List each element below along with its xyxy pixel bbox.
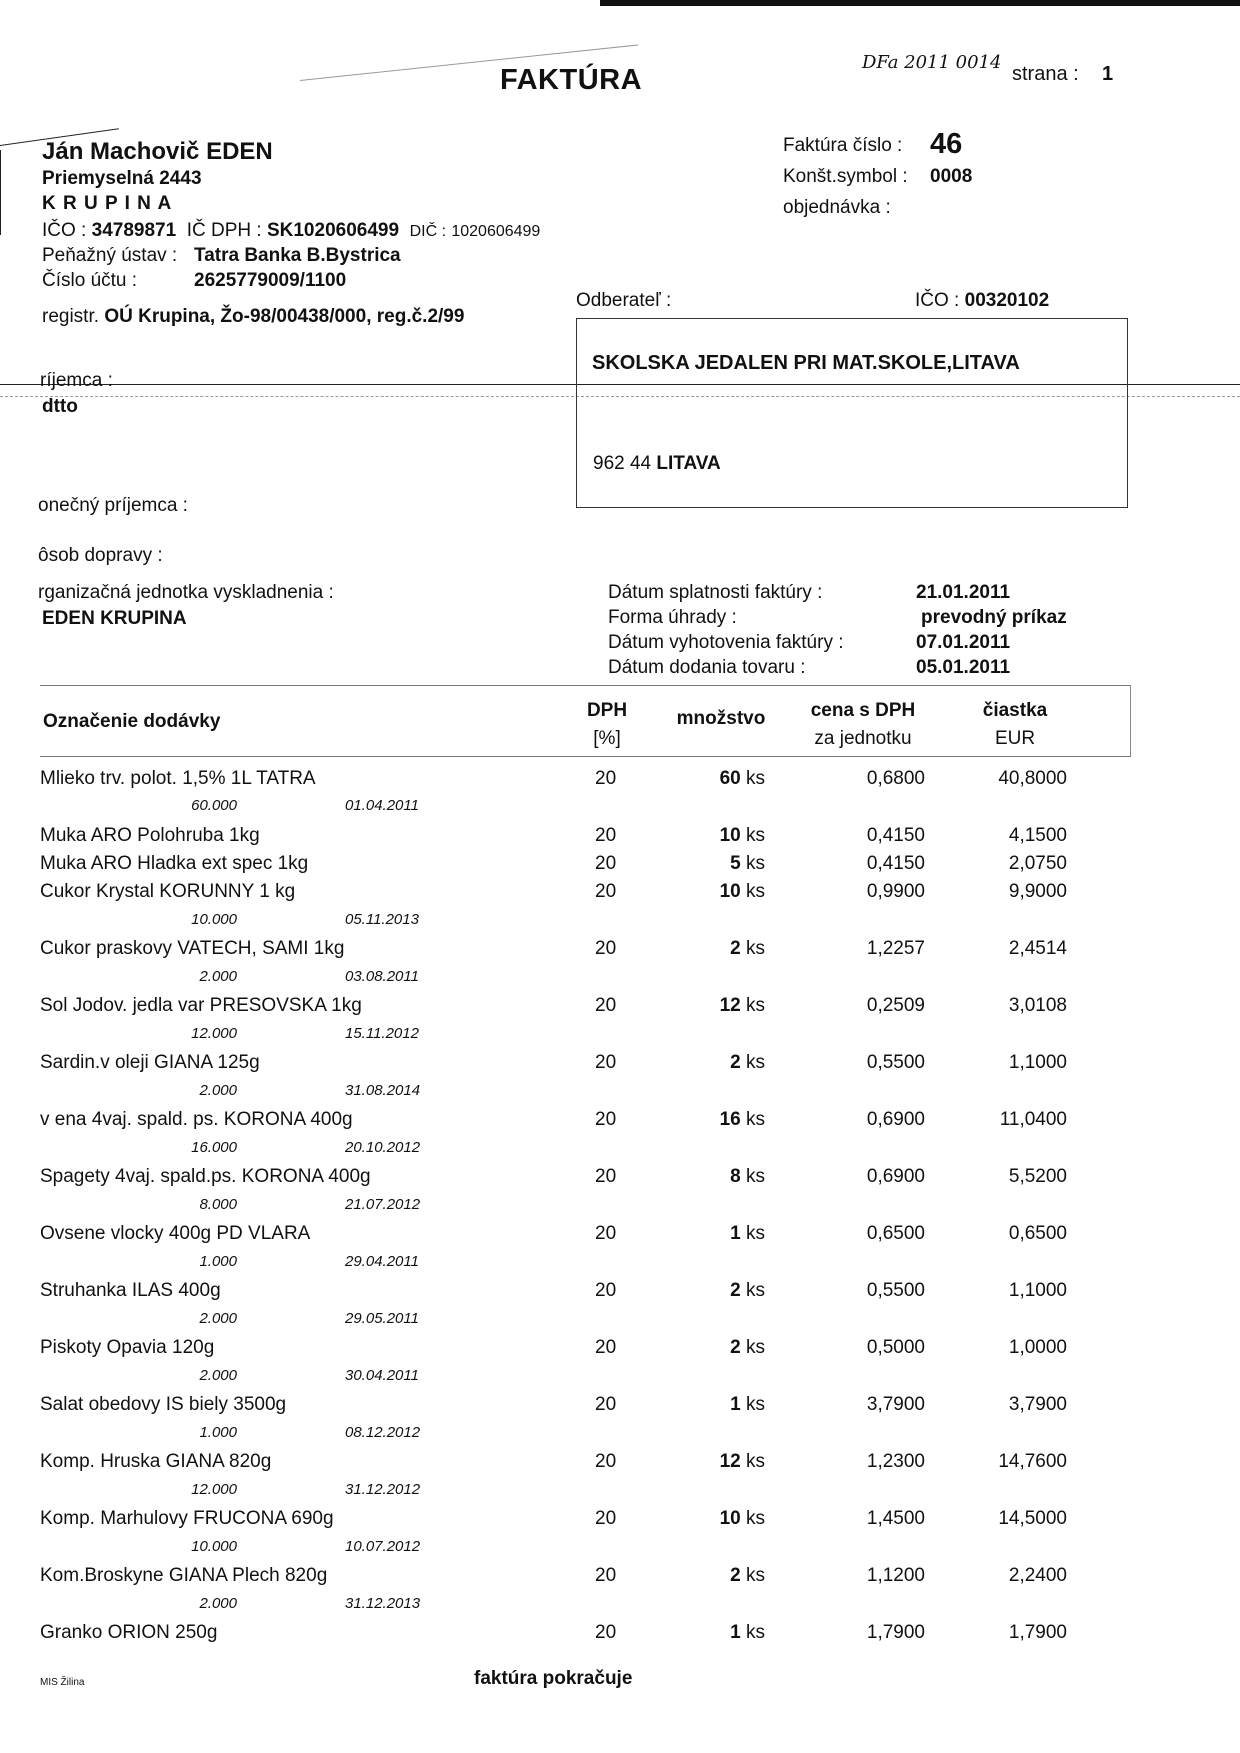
col-price: cena s DPH <box>810 700 916 721</box>
ico-label: IČO : <box>42 220 87 241</box>
table-row <box>0 1565 1240 1589</box>
item-dph: 20 <box>595 768 617 789</box>
item-unit: ks <box>746 1280 765 1301</box>
item-name: Sardin.v oleji GIANA 125g <box>40 1052 260 1073</box>
supplier-city: K R U P I N A <box>42 193 173 214</box>
item-amount: 1,0000 <box>1008 1337 1067 1358</box>
item-dph: 20 <box>595 938 617 959</box>
item-price: 0,5500 <box>866 1052 925 1073</box>
item-name: Kom.Broskyne GIANA Plech 820g <box>40 1565 328 1586</box>
table-row <box>0 1052 1240 1076</box>
item-expiry: 31.08.2014 <box>345 1082 421 1099</box>
item-name: Cukor Krystal KORUNNY 1 kg <box>40 881 296 902</box>
item-price: 0,6900 <box>866 1109 925 1130</box>
item-unit: ks <box>746 1565 765 1586</box>
item-dph: 20 <box>595 1451 617 1472</box>
registry-label: registr. <box>42 306 100 327</box>
dic-value: 1020606499 <box>451 223 541 240</box>
item-amount: 0,6500 <box>1008 1223 1067 1244</box>
item-amount: 3,7900 <box>1008 1394 1067 1415</box>
table-row <box>0 1166 1240 1190</box>
bank-label: Peňažný ústav : <box>42 245 178 266</box>
scan-edge-bar <box>600 0 1240 6</box>
ico-value: 34789871 <box>91 220 177 241</box>
item-price: 0,4150 <box>866 825 925 846</box>
item-price: 0,6800 <box>866 768 925 789</box>
item-expiry: 08.12.2012 <box>345 1424 421 1441</box>
item-dph: 20 <box>595 995 617 1016</box>
item-qty: 12 <box>719 1451 741 1472</box>
supplier-street: Priemyselná 2443 <box>42 168 202 189</box>
table-row <box>0 1223 1240 1247</box>
item-unit: ks <box>746 853 765 874</box>
table-row <box>0 1337 1240 1361</box>
due-date-label: Dátum splatnosti faktúry : <box>608 582 823 603</box>
item-lot: 60.000 <box>191 797 237 814</box>
icdph-value: SK1020606499 <box>266 220 400 241</box>
item-name: Salat obedovy IS biely 3500g <box>40 1394 287 1415</box>
warehouse-value: EDEN KRUPINA <box>42 608 187 629</box>
item-qty: 2 <box>730 938 741 959</box>
item-unit: ks <box>746 995 765 1016</box>
item-dph: 20 <box>595 1394 617 1415</box>
order-label: objednávka : <box>783 197 891 218</box>
item-name: v ena 4vaj. spald. ps. KORONA 400g <box>40 1109 353 1130</box>
item-lot: 10.000 <box>191 911 237 928</box>
col-qty: množstvo <box>676 708 766 729</box>
item-expiry: 01.04.2011 <box>345 797 419 814</box>
item-amount: 1,1000 <box>1008 1280 1067 1301</box>
const-symbol: 0008 <box>930 166 973 187</box>
receiver-label: ríjemca : <box>40 370 113 391</box>
col-price-sub: za jednotku <box>814 728 912 749</box>
col-amount-sub: EUR <box>994 728 1036 749</box>
page-title: FAKTÚRA <box>500 64 643 96</box>
item-expiry: 10.07.2012 <box>345 1538 421 1555</box>
item-lot: 16.000 <box>191 1139 237 1156</box>
item-amount: 2,2400 <box>1008 1565 1067 1586</box>
payment-method-label: Forma úhrady : <box>608 607 737 628</box>
delivery-date: 05.01.2011 <box>916 657 1011 678</box>
handwritten-note: DFa 2011 0014 <box>862 52 1002 73</box>
item-price: 1,4500 <box>866 1508 925 1529</box>
invoice-number-label: Faktúra číslo : <box>783 135 903 156</box>
item-name: Muka ARO Polohruba 1kg <box>40 825 260 846</box>
item-amount: 5,5200 <box>1008 1166 1067 1187</box>
customer-address-box <box>576 318 1128 508</box>
item-expiry: 21.07.2012 <box>345 1196 421 1213</box>
item-dph: 20 <box>595 1508 617 1529</box>
page-number: 1 <box>1102 63 1114 85</box>
item-amount: 1,1000 <box>1008 1052 1067 1073</box>
item-price: 0,2509 <box>866 995 925 1016</box>
item-qty: 2 <box>730 1052 741 1073</box>
item-price: 0,5000 <box>866 1337 925 1358</box>
item-dph: 20 <box>595 1166 617 1187</box>
table-row <box>0 1451 1240 1475</box>
item-lot: 12.000 <box>191 1025 237 1042</box>
item-expiry: 29.04.2011 <box>345 1253 419 1270</box>
item-qty: 8 <box>730 1166 741 1187</box>
item-qty: 2 <box>730 1565 741 1586</box>
item-price: 0,9900 <box>866 881 925 902</box>
item-dph: 20 <box>595 1337 617 1358</box>
item-dph: 20 <box>595 1109 617 1130</box>
item-name: Muka ARO Hladka ext spec 1kg <box>40 853 309 874</box>
table-row <box>0 825 1240 849</box>
item-unit: ks <box>746 1451 765 1472</box>
item-amount: 14,5000 <box>998 1508 1067 1529</box>
item-qty: 1 <box>730 1223 741 1244</box>
payment-method: prevodný príkaz <box>921 607 1067 628</box>
item-price: 1,2257 <box>866 938 925 959</box>
item-name: Mlieko trv. polot. 1,5% 1L TATRA <box>40 768 316 789</box>
item-qty: 10 <box>719 881 741 902</box>
table-header <box>40 685 1131 757</box>
item-lot: 2.000 <box>199 968 237 985</box>
customer-ico: 00320102 <box>964 290 1050 311</box>
item-unit: ks <box>746 1223 765 1244</box>
customer-city: LITAVA <box>656 453 721 474</box>
registry-value: OÚ Krupina, Žo-98/00438/000, reg.č.2/99 <box>104 306 465 327</box>
item-dph: 20 <box>595 1622 617 1643</box>
item-expiry: 31.12.2012 <box>345 1481 421 1498</box>
item-lot: 2.000 <box>199 1310 237 1327</box>
item-qty: 5 <box>730 853 741 874</box>
item-amount: 2,0750 <box>1008 853 1067 874</box>
software-label: MIS Žilina <box>40 1677 85 1688</box>
item-qty: 10 <box>719 1508 741 1529</box>
item-expiry: 31.12.2013 <box>345 1595 421 1612</box>
account-value: 2625779009/1100 <box>194 270 347 291</box>
item-lot: 1.000 <box>199 1424 237 1441</box>
item-qty: 12 <box>719 995 741 1016</box>
item-amount: 2,4514 <box>1008 938 1067 959</box>
item-dph: 20 <box>595 1280 617 1301</box>
item-unit: ks <box>746 1166 765 1187</box>
item-expiry: 05.11.2013 <box>345 911 419 928</box>
item-lot: 8.000 <box>199 1196 237 1213</box>
item-amount: 11,0400 <box>999 1109 1067 1130</box>
item-unit: ks <box>746 825 765 846</box>
item-dph: 20 <box>595 853 617 874</box>
item-expiry: 20.10.2012 <box>345 1139 421 1156</box>
table-row <box>0 1280 1240 1304</box>
table-row <box>0 1508 1240 1532</box>
item-expiry: 29.05.2011 <box>345 1310 419 1327</box>
item-amount: 14,7600 <box>998 1451 1067 1472</box>
item-lot: 2.000 <box>199 1082 237 1099</box>
item-name: Komp. Hruska GIANA 820g <box>40 1451 272 1472</box>
icdph-label: IČ DPH : <box>186 220 262 241</box>
account-label: Číslo účtu : <box>42 270 138 291</box>
col-amount: čiastka <box>982 700 1048 721</box>
item-unit: ks <box>746 938 765 959</box>
item-lot: 12.000 <box>191 1481 237 1498</box>
delivery-date-label: Dátum dodania tovaru : <box>608 657 806 678</box>
item-expiry: 30.04.2011 <box>345 1367 419 1384</box>
table-row <box>0 1109 1240 1133</box>
item-unit: ks <box>746 881 765 902</box>
item-name: Granko ORION 250g <box>40 1622 218 1643</box>
item-unit: ks <box>746 1622 765 1643</box>
invoice-number: 46 <box>930 128 963 160</box>
item-price: 0,6900 <box>866 1166 925 1187</box>
item-price: 1,7900 <box>866 1622 925 1643</box>
item-dph: 20 <box>595 881 617 902</box>
item-unit: ks <box>746 1337 765 1358</box>
item-expiry: 03.08.2011 <box>345 968 419 985</box>
item-qty: 60 <box>719 768 741 789</box>
item-name: Komp. Marhulovy FRUCONA 690g <box>40 1508 334 1529</box>
item-lot: 10.000 <box>191 1538 237 1555</box>
supplier-ids <box>42 220 540 242</box>
item-unit: ks <box>746 1394 765 1415</box>
item-name: Struhanka ILAS 400g <box>40 1280 221 1301</box>
table-row <box>0 768 1240 792</box>
customer-name: SKOLSKA JEDALEN PRI MAT.SKOLE,LITAVA <box>592 352 1020 374</box>
item-amount: 1,7900 <box>1008 1622 1067 1643</box>
table-row <box>0 1622 1240 1646</box>
table-row <box>0 938 1240 962</box>
item-dph: 20 <box>595 1223 617 1244</box>
col-item: Označenie dodávky <box>43 711 221 732</box>
item-amount: 9,9000 <box>1008 881 1067 902</box>
col-dph: DPH <box>586 700 628 721</box>
page-label: strana : <box>1012 63 1079 85</box>
item-dph: 20 <box>595 1565 617 1586</box>
item-name: Sol Jodov. jedla var PRESOVSKA 1kg <box>40 995 362 1016</box>
table-row <box>0 995 1240 1019</box>
item-price: 0,6500 <box>866 1223 925 1244</box>
item-amount: 3,0108 <box>1008 995 1067 1016</box>
item-name: Piskoty Opavia 120g <box>40 1337 215 1358</box>
item-name: Ovsene vlocky 400g PD VLARA <box>40 1223 311 1244</box>
customer-ico-label: IČO : <box>915 290 960 311</box>
item-qty: 1 <box>730 1622 741 1643</box>
table-row <box>0 1394 1240 1418</box>
item-lot: 2.000 <box>199 1367 237 1384</box>
item-unit: ks <box>746 768 765 789</box>
item-price: 0,4150 <box>866 853 925 874</box>
item-amount: 4,1500 <box>1008 825 1067 846</box>
item-qty: 10 <box>719 825 741 846</box>
supplier-name: Ján Machovič EDEN <box>42 138 273 165</box>
item-name: Cukor praskovy VATECH, SAMI 1kg <box>40 938 345 959</box>
item-lot: 1.000 <box>199 1253 237 1270</box>
item-price: 1,2300 <box>866 1451 925 1472</box>
continues-label: faktúra pokračuje <box>474 1668 633 1689</box>
item-amount: 40,8000 <box>998 768 1067 789</box>
item-expiry: 15.11.2012 <box>345 1025 419 1042</box>
item-unit: ks <box>746 1109 765 1130</box>
item-name: Spagety 4vaj. spald.ps. KORONA 400g <box>40 1166 371 1187</box>
dic-label: DIČ : <box>409 223 447 240</box>
issue-date: 07.01.2011 <box>916 632 1011 653</box>
customer-postal-code: 962 44 <box>593 453 652 474</box>
item-qty: 2 <box>730 1337 741 1358</box>
final-receiver-label: onečný príjemca : <box>38 495 188 516</box>
bank-value: Tatra Banka B.Bystrica <box>194 245 401 266</box>
receiver-value: dtto <box>42 396 78 417</box>
item-unit: ks <box>746 1052 765 1073</box>
item-qty: 2 <box>730 1280 741 1301</box>
item-qty: 1 <box>730 1394 741 1415</box>
item-price: 0,5500 <box>866 1280 925 1301</box>
col-dph-unit: [%] <box>593 728 621 749</box>
due-date: 21.01.2011 <box>916 582 1011 603</box>
const-symbol-label: Konšt.symbol : <box>783 166 908 187</box>
item-unit: ks <box>746 1508 765 1529</box>
customer-label: Odberateľ : <box>576 290 672 311</box>
item-dph: 20 <box>595 825 617 846</box>
issue-date-label: Dátum vyhotovenia faktúry : <box>608 632 844 653</box>
scan-edge-left <box>0 150 1 235</box>
transport-label: ôsob dopravy : <box>38 545 163 566</box>
table-row <box>0 853 1240 877</box>
item-price: 1,1200 <box>866 1565 925 1586</box>
table-row <box>0 881 1240 905</box>
item-dph: 20 <box>595 1052 617 1073</box>
warehouse-label: rganizačná jednotka vyskladnenia : <box>38 582 334 603</box>
item-price: 3,7900 <box>866 1394 925 1415</box>
item-lot: 2.000 <box>199 1595 237 1612</box>
item-qty: 16 <box>719 1109 741 1130</box>
